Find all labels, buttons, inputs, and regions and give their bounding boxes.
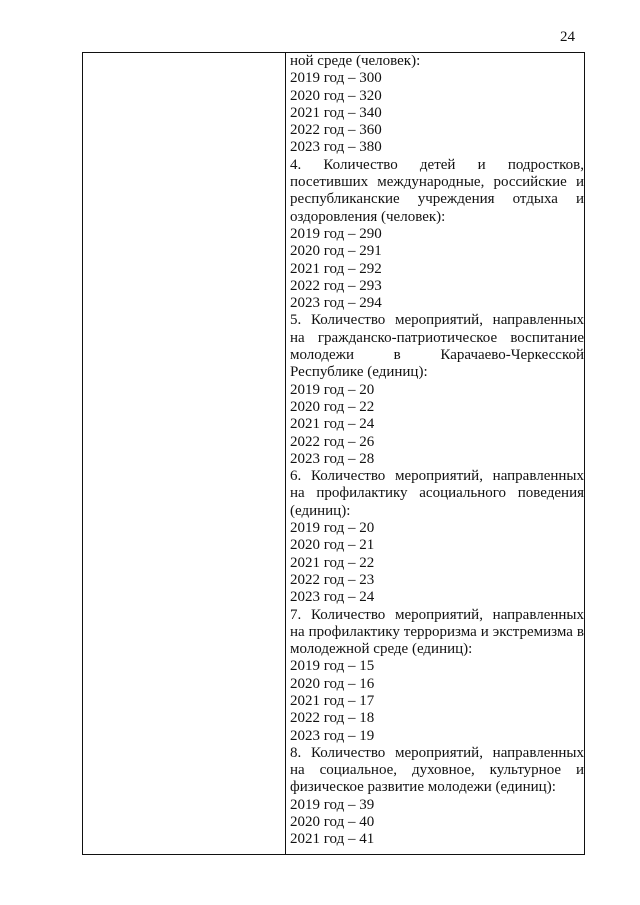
year-value: 2021 год – 292 — [290, 260, 382, 277]
year-value: 2019 год – 20 — [290, 381, 375, 398]
year-value: 2019 год – 39 — [290, 796, 375, 813]
year-value: 2020 год – 16 — [290, 675, 375, 692]
indicator-8 — [290, 745, 584, 849]
year-value: 2021 год – 24 — [290, 416, 375, 433]
year-value: 2019 год – 300 — [290, 70, 382, 87]
year-value: 2019 год – 20 — [290, 520, 375, 537]
indicator-title: 6. Количество мероприятий, направленных на профилактику асоциального поведения (единиц): — [290, 468, 584, 519]
year-value: 2020 год – 291 — [290, 243, 382, 260]
year-value: 2021 год – 340 — [290, 104, 382, 121]
year-value: 2023 год – 19 — [290, 727, 375, 744]
indicator-title: 4. Количество детей и подростков, посетивших международные, российские и республиканские учреждения отдыха и оздоровления (человек): — [290, 156, 584, 225]
year-value: 2022 год – 26 — [290, 433, 375, 450]
indicator-4 — [290, 157, 584, 313]
table-left-column — [83, 53, 286, 854]
continuation-block — [290, 53, 584, 157]
indicator-title: 8. Количество мероприятий, направленных на социальное, духовное, культурное и физическое развитие молодежи (единиц): — [290, 744, 584, 796]
indicator-title: 5. Количество мероприятий, направленных на гражданско-патриотическое воспитание молодежи в Карачаево-Черкесской Республике (единиц): — [290, 312, 584, 381]
year-value: 2020 год – 40 — [290, 814, 375, 831]
year-value: 2022 год – 18 — [290, 710, 375, 727]
year-value: 2021 год – 17 — [290, 692, 375, 709]
year-value: 2023 год – 24 — [290, 589, 375, 606]
indicators-table — [82, 52, 585, 855]
year-value: 2021 год – 22 — [290, 554, 375, 571]
year-value: 2022 год – 360 — [290, 122, 382, 139]
year-value: 2019 год – 290 — [290, 225, 382, 242]
year-value: 2020 год – 320 — [290, 87, 382, 104]
year-value: 2019 год – 15 — [290, 658, 375, 675]
indicator-title: 7. Количество мероприятий, направленных на профилактику терроризма и экстремизма в молодежной среде (единиц): — [290, 606, 584, 658]
year-value: 2020 год – 21 — [290, 537, 375, 554]
year-value: 2022 год – 23 — [290, 571, 375, 588]
year-value: 2021 год – 41 — [290, 831, 375, 848]
year-value: 2023 год – 380 — [290, 139, 382, 156]
page-number: 24 — [560, 29, 575, 45]
indicator-6 — [290, 468, 584, 606]
indicator-5 — [290, 312, 584, 468]
year-value: 2022 год – 293 — [290, 277, 382, 294]
table-right-column — [286, 53, 584, 854]
indicator-7 — [290, 607, 584, 745]
text-line: ной среде (человек): — [290, 53, 421, 69]
year-value: 2023 год – 294 — [290, 295, 382, 312]
year-value: 2023 год – 28 — [290, 450, 375, 467]
year-value: 2020 год – 22 — [290, 398, 375, 415]
